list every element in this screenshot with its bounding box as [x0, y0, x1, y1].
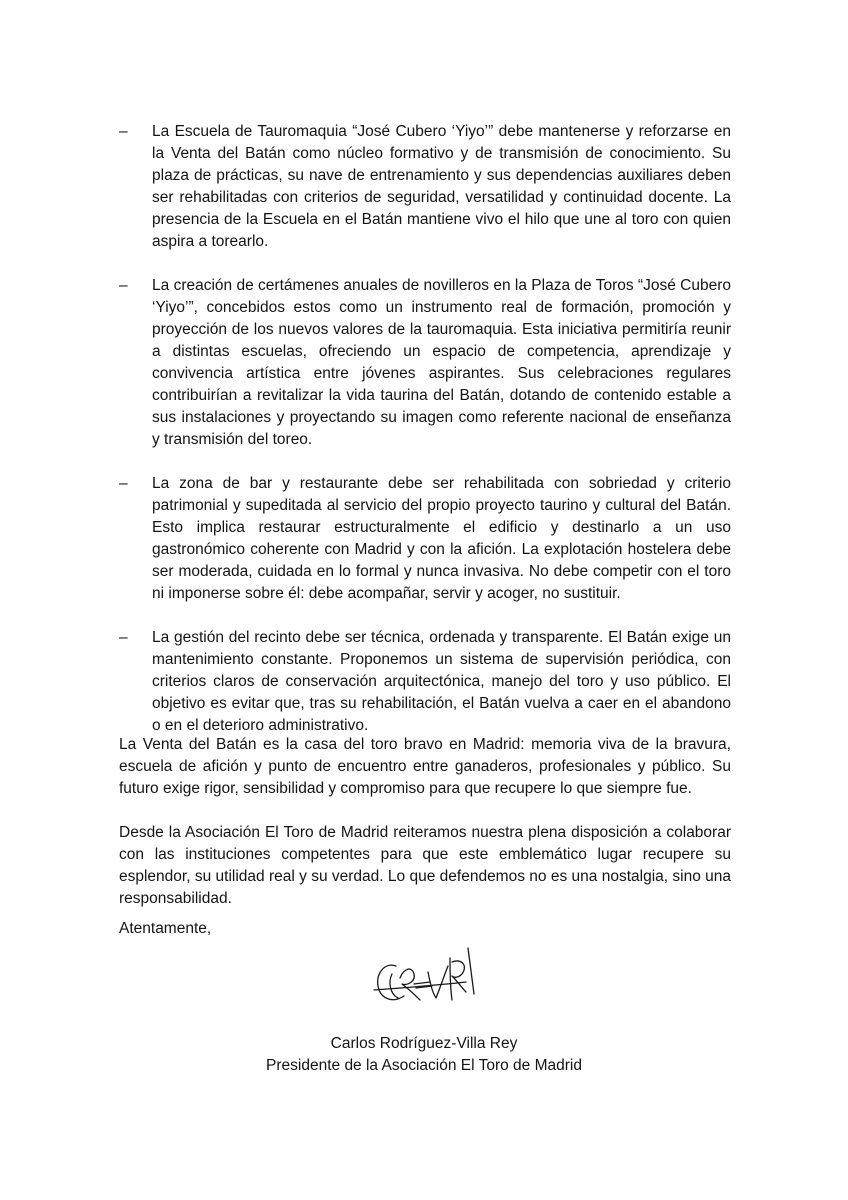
list-item: [119, 121, 731, 253]
signer-name: Carlos Rodríguez-Villa Rey: [330, 1035, 518, 1052]
list-item-text: La Escuela de Tauromaquia “José Cubero ‘Yiyo’” debe mantenerse y reforzarse en la Venta del Batán como núcleo formativo y de transmisión de conocimiento. Su plaza de prácticas, su nave de entrenamiento y sus dependencias auxiliares deben ser rehabilitadas con criterios de seguridad, versatilidad y continuidad docente. La presencia de la Escuela en el Batán mantiene vivo el hilo que une al toro con quien aspira a torearlo.: [152, 123, 731, 250]
closing-salutation: Atentamente,: [119, 920, 212, 937]
bullet-dash: –: [119, 629, 128, 646]
paragraph: La Venta del Batán es la casa del toro bravo en Madrid: memoria viva de la bravura, escuela de afición y punto de encuentro entre ganaderos, profesionales y público. Su futuro exige rigor, sensibilidad y compromiso para que recupere lo que siempre fue.: [119, 736, 731, 797]
bullet-dash: –: [119, 123, 128, 140]
signer-title: Presidente de la Asociación El Toro de Madrid: [266, 1057, 582, 1074]
list-item: [119, 275, 731, 451]
paragraph: Desde la Asociación El Toro de Madrid reiteramos nuestra plena disposición a colaborar con las instituciones competentes para que este emblemático lugar recupere su esplendor, su utilidad real y su verdad. Lo que defendemos no es una nostalgia, sino una responsabilidad.: [119, 824, 731, 907]
body-paragraphs: [119, 734, 731, 932]
bullet-dash: –: [119, 277, 128, 294]
proposal-list: [119, 121, 731, 759]
list-item-text: La gestión del recinto debe ser técnica, ordenada y transparente. El Batán exige un mantenimiento constante. Proponemos un sistema de supervisión periódica, con criterios claros de conservación arquitectónica, manejo del toro y uso público. El objetivo es evitar que, tras su rehabilitación, el Batán vuelva a caer en el abandono o en el deterioro administrativo.: [152, 629, 731, 734]
list-item-text: La zona de bar y restaurante debe ser rehabilitada con sobriedad y criterio patrimonial y supeditada al servicio del propio proyecto taurino y cultural del Batán. Esto implica restaurar estructuralmente el edificio y destinarlo a un uso gastronómico coherente con Madrid y con la afición. La explotación hostelera debe ser moderada, cuidada en lo formal y nunca invasiva. No debe competir con el toro ni imponerse sobre él: debe acompañar, servir y acoger, no sustituir.: [152, 475, 731, 602]
list-item-text: La creación de certámenes anuales de novilleros en la Plaza de Toros “José Cubero ‘Yiyo’”, concebidos estos como un instrumento real de formación, promoción y proyección de los nuevos valores de la tauromaquia. Esta iniciativa permitiría reunir a distintas escuelas, ofreciendo un espacio de competencia, aprendizaje y convivencia artística entre jóvenes aspirantes. Sus celebraciones regulares contribuirían a revitalizar la vida taurina del Batán, dotando de contenido estable a sus instalaciones y proyectando su imagen como referente nacional de enseñanza y transmisión del toreo.: [152, 277, 731, 448]
signature-block: [200, 1033, 648, 1077]
list-item: [119, 473, 731, 605]
bullet-dash: –: [119, 475, 128, 492]
list-item: [119, 627, 731, 737]
signature-icon: [370, 938, 480, 1010]
